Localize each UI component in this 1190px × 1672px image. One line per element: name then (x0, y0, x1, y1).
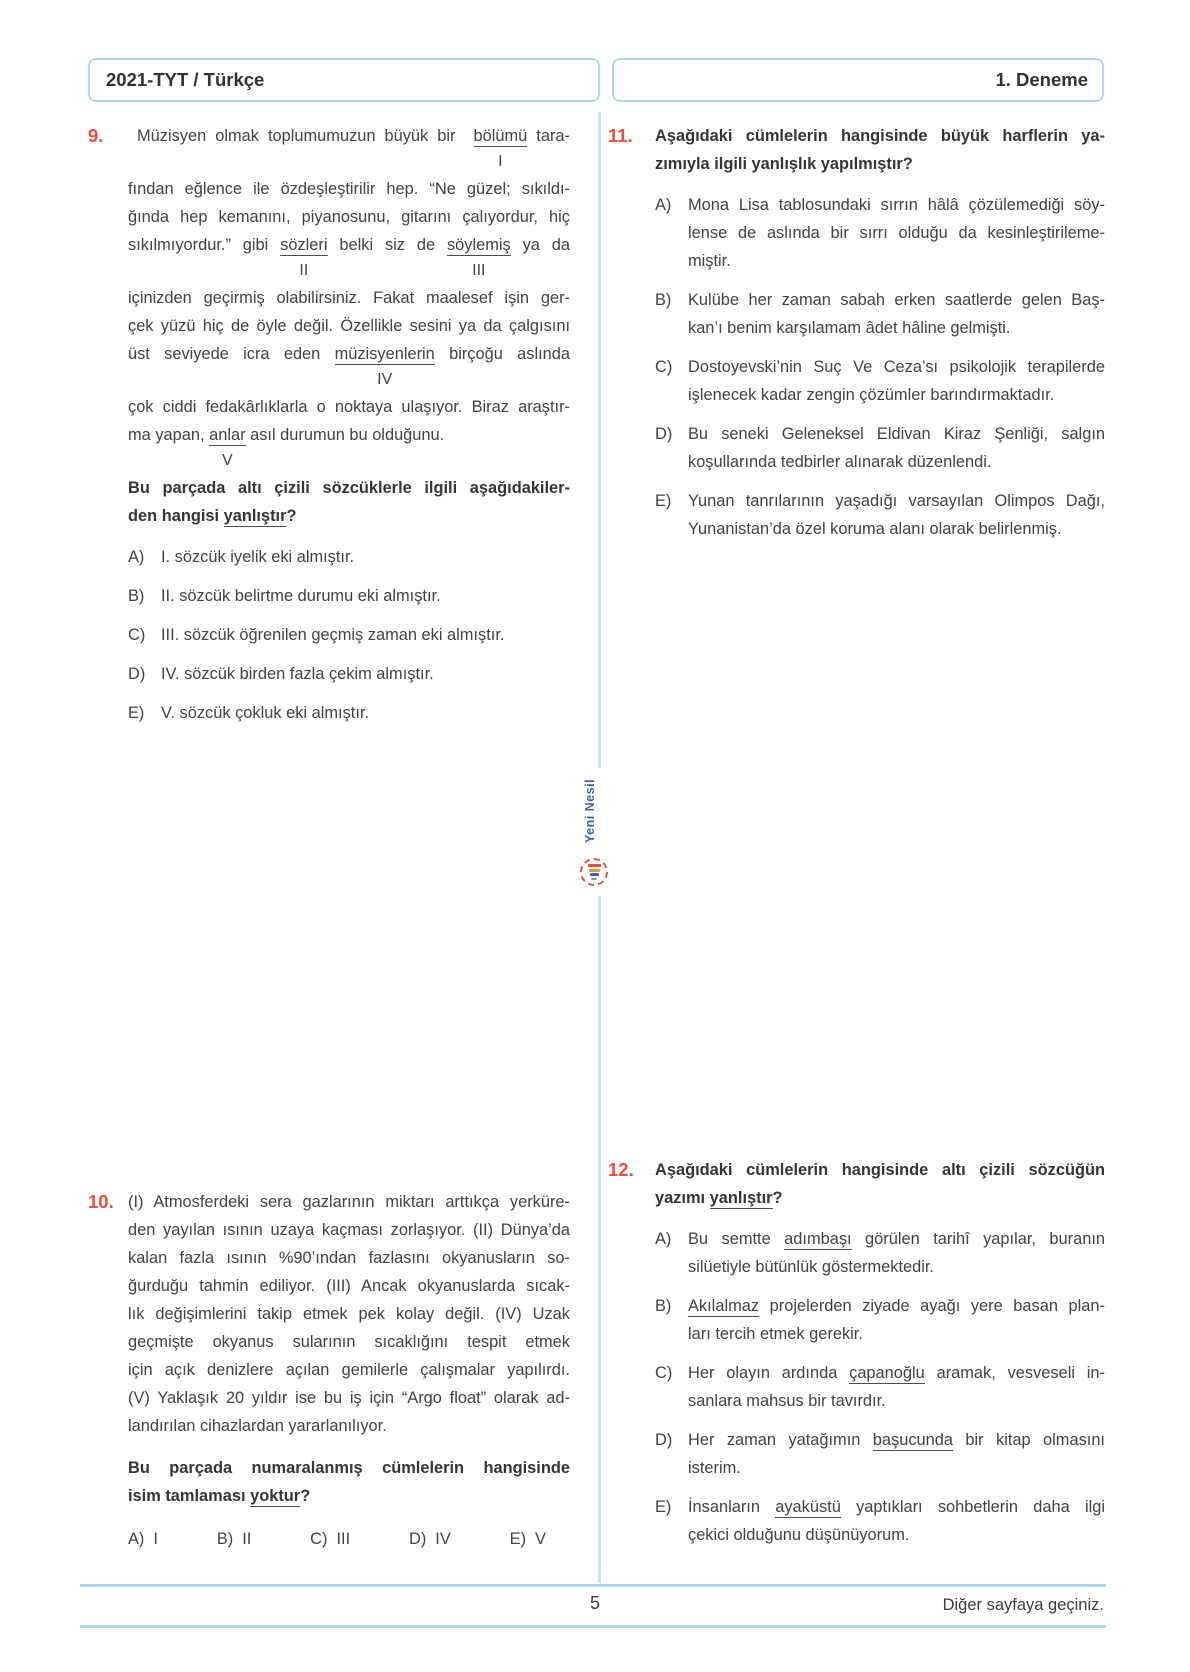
option-text (688, 1359, 1105, 1415)
option-text (688, 191, 1105, 275)
text-segment: II. sözcük belirtme durumu eki almıştır. (161, 587, 441, 605)
option-a (655, 1225, 1105, 1281)
text-line (161, 582, 570, 610)
text-line (161, 543, 570, 571)
option-text (161, 582, 570, 610)
text-segment: IV. sözcük birden fazla çekim almıştır. (161, 665, 434, 683)
option-text: V (535, 1530, 546, 1548)
text-segment: kalan fazla ısının %90’ından fazlasını okyanusların so- (128, 1249, 570, 1267)
text-line (161, 660, 570, 688)
option-e (128, 699, 570, 727)
text-segment: asıl durumun bu olduğunu. (245, 426, 445, 444)
question-stem (128, 1454, 570, 1510)
text-segment: işlenecek kadar zengin çözümler barındırmaktadır. (688, 386, 1055, 404)
text-line (688, 314, 1105, 342)
question-stem (655, 1156, 1105, 1212)
text-line (688, 487, 1105, 515)
text-segment: sıkılmıyordur.” gibi (128, 236, 281, 254)
option-c (310, 1525, 350, 1553)
option-text (161, 660, 570, 688)
text-line (128, 1384, 570, 1412)
option-label: D) (409, 1530, 427, 1548)
text-segment: ? (286, 507, 297, 525)
text-line (688, 1225, 1105, 1253)
text-segment: bir kitap olmasını (953, 1431, 1105, 1449)
text-segment: çekici olduğunu düşünüyorum. (688, 1526, 910, 1544)
footer-rule-bottom (80, 1625, 1106, 1628)
text-segment: üst seviyede icra eden (128, 345, 335, 363)
text-segment: geçmişte okyanus sularının sıcaklığını tespit etmek (128, 1333, 570, 1351)
option-text (161, 543, 570, 571)
text-line (688, 1359, 1105, 1387)
header-test-name (612, 58, 1104, 102)
text-segment: içinizden geçirmiş olabilirsiniz. Fakat maalesef işin ger- (128, 289, 570, 307)
publisher-logo-icon (580, 858, 608, 886)
text-segment: (V) Yaklaşık 20 yıldır ise bu iş için “Argo float” olarak ad- (128, 1389, 570, 1407)
text-segment: (I) Atmosferdeki sera gazlarının miktarı arttıkça yerküre- (128, 1193, 570, 1211)
underlined-word: adımbaşı (784, 1230, 852, 1248)
text-line (128, 1328, 570, 1356)
option-d (655, 1426, 1105, 1482)
text-segment: ? (300, 1487, 311, 1505)
exam-title-label: 2021-TYT / Türkçe (106, 69, 265, 90)
header-exam-title (88, 58, 600, 102)
option-label: C) (655, 1364, 673, 1382)
underlined-word-text: söylemiş (446, 236, 511, 254)
text-segment: Aşağıdaki cümlelerin hangisinde altı çizili sözcüğün (655, 1161, 1105, 1179)
option-label: D) (128, 665, 146, 683)
option-text (688, 1493, 1105, 1549)
text-segment: den hangisi (128, 507, 224, 525)
underlined-word: ayaküstü (775, 1498, 841, 1516)
options-list (655, 191, 1105, 543)
text-line (688, 286, 1105, 314)
option-b (655, 1292, 1105, 1348)
question-12 (608, 1156, 1105, 1560)
option-e (510, 1525, 546, 1553)
option-d (655, 420, 1105, 476)
underlined-word (446, 231, 511, 279)
text-line (688, 1253, 1105, 1281)
text-line (688, 1493, 1105, 1521)
text-segment: projelerden ziyade ayağı yere basan plan- (759, 1297, 1105, 1315)
text-line (128, 474, 570, 502)
text-line (688, 448, 1105, 476)
page-number: 5 (589, 1593, 600, 1613)
text-segment: lık değişimlerini takip etmek pek kolay değil. (IV) Uzak (128, 1305, 570, 1323)
option-label: B) (128, 587, 145, 605)
option-e (655, 1493, 1105, 1549)
underlined-word: çapanoğlu (849, 1364, 925, 1382)
text-segment: ları tercih etmek gerekir. (688, 1325, 863, 1343)
question-passage (128, 122, 570, 469)
text-line (128, 1356, 570, 1384)
option-a (128, 543, 570, 571)
text-segment: den yayılan ısının uzaya kaçması zorlaşıyor. (II) Dünya’da (128, 1221, 570, 1239)
text-segment: görülen tarihî yapılar, buranın (851, 1230, 1105, 1248)
footer-rule-top (80, 1584, 1106, 1587)
text-segment: isim tamlaması (128, 1487, 251, 1505)
option-text (688, 1225, 1105, 1281)
text-segment: belki siz de (327, 236, 447, 254)
option-text (688, 1426, 1105, 1482)
text-line (128, 421, 570, 469)
question-11 (608, 122, 1105, 554)
option-label: C) (128, 626, 146, 644)
text-line (128, 1412, 570, 1440)
option-label: E) (128, 704, 145, 722)
option-label: D) (655, 1431, 673, 1449)
text-line (688, 1521, 1105, 1549)
text-line (688, 1320, 1105, 1348)
underlined-word-text: müzisyenlerin (334, 345, 435, 363)
text-segment: Yunan tanrılarının yaşadığı varsayılan Olimpos Dağı, (688, 492, 1105, 510)
text-segment: Bu parçada altı çizili sözcüklerle ilgili aşağıdakiler- (128, 479, 570, 497)
question-body (128, 1188, 570, 1553)
option-c (655, 1359, 1105, 1415)
text-line (688, 420, 1105, 448)
text-line (688, 247, 1105, 275)
text-segment: Bu semtte (688, 1230, 785, 1248)
text-segment: ya da (510, 236, 570, 254)
text-segment: isterim. (688, 1459, 741, 1477)
option-b (655, 286, 1105, 342)
options-list (128, 543, 570, 727)
roman-numeral: IV (377, 371, 393, 388)
text-line (655, 122, 1105, 150)
option-b (217, 1525, 252, 1553)
option-c (128, 621, 570, 649)
column-divider-bottom (598, 896, 601, 1583)
roman-numeral: I (498, 153, 503, 170)
underlined-word: başucunda (872, 1431, 953, 1449)
option-label: E) (655, 1498, 672, 1516)
option-label: C) (655, 358, 673, 376)
question-body (655, 122, 1105, 554)
text-line (161, 621, 570, 649)
text-line (688, 353, 1105, 381)
text-line (128, 203, 570, 231)
text-segment: ? (772, 1189, 783, 1207)
text-segment: aramak, vesveseli in- (924, 1364, 1105, 1382)
text-line (688, 381, 1105, 409)
underlined-word: yoktur (250, 1487, 301, 1505)
option-text: I (153, 1530, 158, 1548)
option-text (688, 487, 1105, 543)
text-segment: Aşağıdaki cümlelerin hangisinde büyük harflerin ya- (655, 127, 1105, 145)
question-10 (88, 1188, 570, 1553)
text-line (128, 1482, 570, 1510)
option-label: B) (216, 1530, 234, 1548)
text-segment: ma yapan, (128, 426, 210, 444)
text-segment: Bu seneki Geleneksel Eldivan Kiraz Şenliği, salgın (688, 425, 1105, 443)
text-line (128, 393, 570, 421)
publisher-logo-text: Yeni Nesil (583, 778, 597, 844)
text-segment: için açık denizlere açılan gemilerle çalışmalar yapılırdı. (128, 1361, 570, 1379)
text-line (688, 191, 1105, 219)
option-text (688, 420, 1105, 476)
text-segment: Bu parçada numaralanmış cümlelerin hangisinde (128, 1459, 570, 1477)
text-segment: zımıyla ilgili yanlışlık yapılmıştır? (655, 155, 913, 173)
text-line (688, 1454, 1105, 1482)
text-segment: Mona Lisa tablosundaki sırrın hâlâ çözülemediği söy- (688, 196, 1105, 214)
option-text (161, 621, 570, 649)
option-label: E) (655, 492, 672, 510)
option-c (655, 353, 1105, 409)
text-segment: Dostoyevski’nin Suç Ve Ceza’sı psikolojik terapilerde (688, 358, 1105, 376)
text-line (688, 515, 1105, 543)
underlined-word-text: bölümü (473, 127, 528, 145)
option-a (655, 191, 1105, 275)
text-segment: yaptıkları sohbetlerin daha ilgi (840, 1498, 1105, 1516)
text-line (128, 1272, 570, 1300)
option-label: B) (655, 291, 672, 309)
text-line (688, 1426, 1105, 1454)
option-d (409, 1525, 451, 1553)
text-segment: koşullarında tedbirler alınarak düzenlendi. (688, 453, 992, 471)
option-text: II (242, 1530, 252, 1548)
option-label: A) (655, 196, 672, 214)
text-segment: Her zaman yatağımın (688, 1431, 873, 1449)
question-number: 10. (88, 1191, 114, 1212)
underlined-word: yanlıştır (709, 1189, 773, 1207)
text-segment: Kulübe her zaman sabah erken saatlerde gelen Baş- (688, 291, 1105, 309)
text-segment: kan’ı benim karşılamam âdet hâline gelmişti. (688, 319, 1011, 337)
underlined-word (280, 231, 328, 279)
text-segment: III. sözcük öğrenilen geçmiş zaman eki almıştır. (161, 626, 505, 644)
question-number: 9. (88, 125, 104, 146)
text-segment: İnsanların (688, 1498, 776, 1516)
options-list-inline (128, 1525, 546, 1553)
text-segment: tara- (527, 127, 570, 145)
option-d (128, 660, 570, 688)
option-text (161, 699, 570, 727)
option-label: E) (509, 1530, 527, 1548)
roman-numeral: II (299, 262, 309, 279)
underlined-word (465, 122, 528, 170)
text-line (128, 1454, 570, 1482)
option-text (688, 286, 1105, 342)
option-text: IV (435, 1530, 451, 1548)
text-line (655, 150, 1105, 178)
text-segment: miştir. (688, 252, 731, 270)
underlined-word: Akılalmaz (688, 1297, 760, 1315)
text-segment: çok ciddi fedakârlıklarla o noktaya ulaşıyor. Biraz araştır- (128, 398, 570, 416)
option-text (688, 1292, 1105, 1348)
column-divider-top (598, 112, 601, 768)
option-label: A) (128, 548, 145, 566)
underlined-word-text: anlar (209, 426, 246, 444)
text-line (688, 219, 1105, 247)
question-body (128, 122, 570, 738)
text-line (128, 1188, 570, 1216)
text-segment: Yunanistan’da özel koruma alanı olarak belirlenmiş. (688, 520, 1062, 538)
text-line (688, 1292, 1105, 1320)
text-line (161, 699, 570, 727)
roman-numeral: V (221, 452, 233, 469)
text-line (128, 1300, 570, 1328)
question-stem (655, 122, 1105, 178)
text-line (128, 502, 570, 530)
test-name-label: 1. Deneme (995, 69, 1088, 90)
text-segment: lense de aslında bir sırrı olduğu da kesinleştirileme- (688, 224, 1105, 242)
text-line (128, 312, 570, 340)
text-segment: V. sözcük çokluk eki almıştır. (161, 704, 369, 722)
question-number: 11. (608, 125, 633, 146)
text-line (128, 175, 570, 203)
option-label: D) (655, 425, 673, 443)
underlined-word (334, 340, 435, 388)
question-stem (128, 474, 570, 530)
text-line (128, 284, 570, 312)
question-number: 12. (608, 1159, 634, 1180)
text-segment: Müzisyen olmak toplumumuzun büyük bir (137, 127, 465, 145)
options-list (655, 1225, 1105, 1549)
text-line (128, 1244, 570, 1272)
option-e (655, 487, 1105, 543)
text-segment: birçoğu aslında (434, 345, 570, 363)
roman-numeral: III (472, 262, 486, 279)
text-segment: yazımı (655, 1189, 710, 1207)
text-line (655, 1156, 1105, 1184)
text-line (128, 340, 570, 388)
question-passage (128, 1188, 570, 1440)
next-page-instruction: Diğer sayfaya geçiniz. (942, 1596, 1104, 1614)
text-segment: fından eğlence ile özdeşleştirilir hep. “Ne güzel; sıkıldı- (128, 180, 570, 198)
option-label: B) (655, 1297, 672, 1315)
text-segment: sanlara mahsus bir tavırdır. (688, 1392, 886, 1410)
text-segment: landırılan cihazlardan yararlanılıyor. (128, 1417, 387, 1435)
option-a (128, 1525, 158, 1553)
text-line (128, 122, 570, 170)
option-label: A) (655, 1230, 672, 1248)
underlined-word-text: sözleri (280, 236, 328, 254)
text-line (128, 231, 570, 279)
option-text (688, 353, 1105, 409)
option-b (128, 582, 570, 610)
option-label: C) (310, 1530, 328, 1548)
text-segment: Her olayın ardında (688, 1364, 850, 1382)
text-line (688, 1387, 1105, 1415)
text-segment: silüetiyle bütünlük göstermektedir. (688, 1258, 934, 1276)
text-segment: ğurduğu tahmin ediliyor. (III) Ancak okyanuslarda sıcak- (128, 1277, 570, 1295)
text-segment: I. sözcük iyelik eki almıştır. (161, 548, 355, 566)
option-label: A) (128, 1530, 145, 1548)
question-9 (88, 122, 570, 738)
underlined-word (209, 421, 246, 469)
text-segment: ğında hep kemanını, piyanosunu, gitarını çalıyordur, hiç (128, 208, 570, 226)
text-line (128, 1216, 570, 1244)
option-text: III (336, 1530, 351, 1548)
underlined-word: yanlıştır (223, 507, 287, 525)
question-body (655, 1156, 1105, 1560)
text-segment: çek yüzü hiç de öyle değil. Özellikle sesini ya da çalgısını (128, 317, 570, 335)
text-line (655, 1184, 1105, 1212)
